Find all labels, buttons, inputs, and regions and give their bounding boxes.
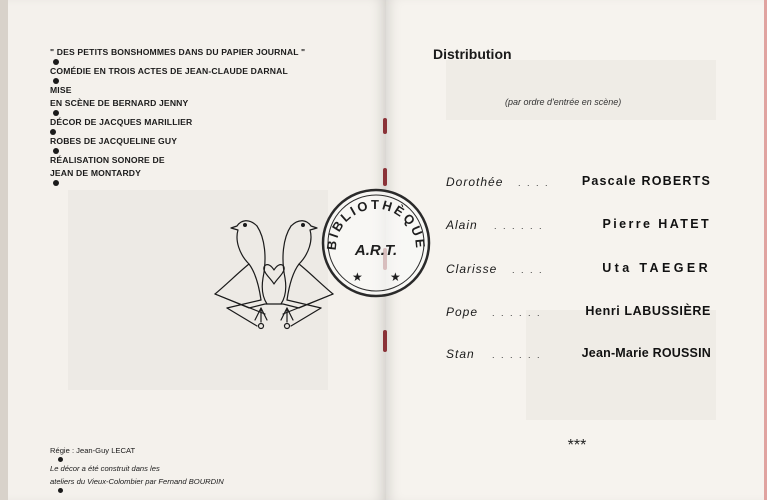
cast-role: Dorothée: [446, 175, 504, 189]
cast-row: [446, 175, 711, 193]
svg-text:BIBLIOTHÈQUE: BIBLIOTHÈQUE: [323, 196, 429, 251]
cast-actor: Henri LABUSSIÈRE: [585, 304, 711, 318]
bullet-icon: [50, 129, 56, 135]
cast-role: Pope: [446, 305, 479, 319]
cast-actor: Pascale ROBERTS: [581, 174, 711, 188]
regie-line-1: Régie : Jean-Guy LECAT Le décor a été construit dans les: [50, 446, 160, 473]
page-edge-left: [0, 0, 8, 500]
order-note: (par ordre d'entrée en scène): [505, 97, 622, 107]
svg-text:★: ★: [390, 270, 401, 284]
cast-dots: . . . . . .: [494, 221, 544, 231]
cast-actor: Jean-Marie ROUSSIN: [581, 346, 711, 360]
svg-text:★: ★: [352, 270, 363, 284]
bullet-icon: [58, 488, 63, 493]
cast-dots: . . . .: [512, 265, 544, 275]
cast-dots: . . . . . .: [492, 308, 542, 318]
cast-role: Clarisse: [446, 262, 498, 276]
bullet-icon: [58, 457, 63, 462]
library-stamp: [318, 185, 434, 301]
asterism-stars: [562, 437, 592, 454]
binding-thread-upper: [383, 168, 387, 186]
regie-credits: [50, 444, 360, 493]
cast-dots: . . . . . .: [492, 350, 542, 360]
cast-row: [446, 262, 711, 280]
right-page: [386, 0, 764, 500]
production-credits: [50, 46, 350, 186]
distribution-title: Distribution: [433, 46, 512, 62]
show-through-area-top: [446, 60, 716, 120]
cast-actor: Pierre HATET: [602, 217, 711, 231]
credits-line-2: COMÉDIE EN TROIS ACTES DE JEAN-CLAUDE DARNAL MISE: [50, 66, 288, 95]
credits-line-1: " DES PETITS BONSHOMMES DANS DU PAPIER JOURNAL ": [50, 46, 350, 65]
cast-row: [446, 218, 711, 236]
binding-thread-lower: [383, 330, 387, 352]
bullet-icon: [53, 148, 59, 154]
binding-thread-top: [383, 118, 387, 134]
bullet-icon: [53, 180, 59, 186]
cast-dots: . . . .: [518, 178, 550, 188]
cast-row: [446, 347, 711, 365]
svg-text:A.R.T.: A.R.T.: [354, 242, 398, 259]
credits-line-4: ROBES DE JACQUELINE GUY RÉALISATION SONORE DE: [50, 129, 350, 167]
credits-line-5: JEAN DE MONTARDY: [50, 167, 350, 186]
show-through-area-bottom: [526, 310, 716, 420]
cast-row: [446, 305, 711, 323]
regie-line-2: ateliers du Vieux-Colombier par Fernand BOURDIN: [50, 475, 360, 493]
credits-line-3: EN SCÈNE DE BERNARD JENNY DÉCOR DE JACQUES MARILLIER: [50, 98, 193, 127]
stars-glyph: ***: [567, 437, 587, 454]
bullet-icon: [53, 110, 59, 116]
cast-role: Stan: [446, 347, 475, 361]
bullet-icon: [53, 78, 59, 84]
cast-role: Alain: [446, 218, 478, 232]
cast-actor: Uta TAEGER: [602, 261, 711, 275]
